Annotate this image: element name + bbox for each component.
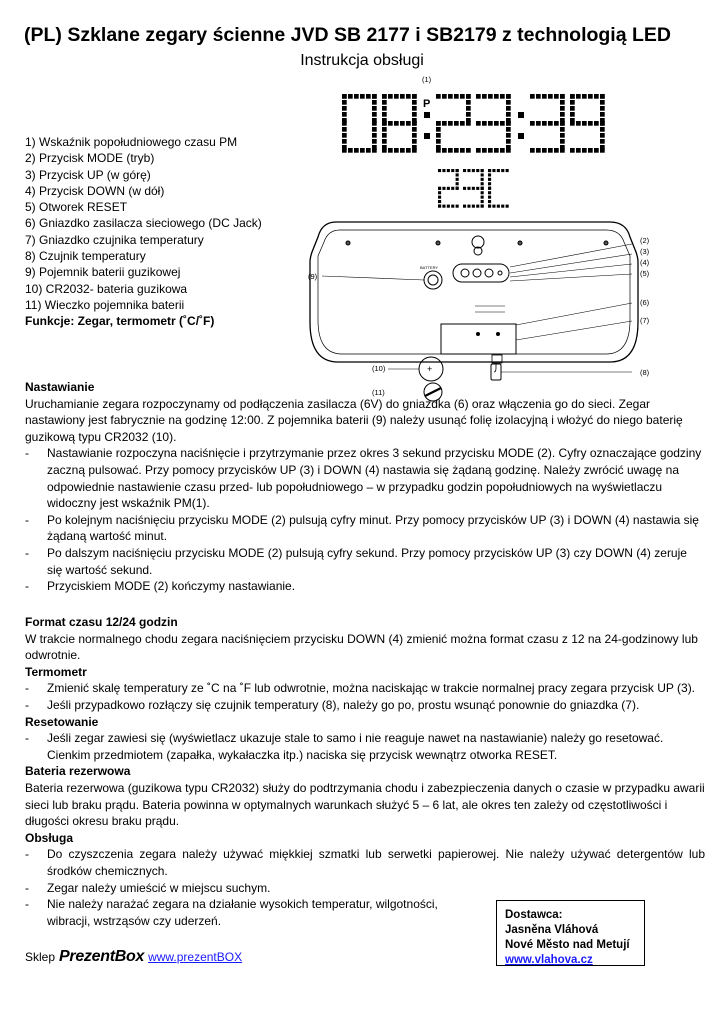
led-dot [448, 148, 453, 153]
led-dot [481, 200, 484, 203]
led-dot [342, 112, 347, 117]
led-dot [506, 112, 511, 117]
led-dot [360, 148, 365, 153]
led-dot [467, 205, 470, 208]
led-dot [466, 148, 471, 153]
led-dot [501, 169, 504, 172]
parts-item: 5) Otworek RESET [25, 200, 128, 215]
clock-diagram [300, 72, 660, 402]
led-dot [372, 139, 377, 144]
parts-item: 2) Przycisk MODE (tryb) [25, 151, 155, 166]
led-dot [456, 182, 459, 185]
led-dot [506, 205, 509, 208]
led-dot [372, 100, 377, 105]
led-dot [466, 112, 471, 117]
led-dot [342, 94, 347, 99]
led-dot [536, 148, 541, 153]
callout-8: (8) [640, 368, 650, 377]
led-dot [412, 112, 417, 117]
led-dot [454, 94, 459, 99]
led-dot [451, 205, 454, 208]
led-dot [488, 187, 491, 190]
setup-step: - Nastawianie rozpoczyna naciśnięcie i przytrzymanie przez okres 3 sekund przycisku MODE (2). Cyfry oznaczające godziny zaczną pulsować. Przy pomocy przycisków UP (3) i DOWN (4) nastawia się żądaną godzinę. Należy zwrócić uwagę na odpowiednie nastawienie czasu przed- lub popołudniowego – w przypadku godzin popołudniowych na wyświetlaczu widoczny jest wskaźnik PM(1). [25, 445, 705, 511]
led-dot [442, 148, 447, 153]
led-dot [492, 205, 495, 208]
led-dot [382, 106, 387, 111]
svg-text:BATTERY: BATTERY [420, 265, 439, 270]
led-dot [412, 148, 417, 153]
led-dot [342, 106, 347, 111]
led-dot [554, 148, 559, 153]
led-dot [342, 100, 347, 105]
led-dot [342, 118, 347, 123]
led-dot [576, 148, 581, 153]
led-dot [570, 100, 575, 105]
led-dot [438, 191, 441, 194]
led-dot [560, 112, 565, 117]
led-dot [488, 205, 491, 208]
callout-4: (4) [640, 258, 650, 267]
led-dot [476, 205, 479, 208]
led-dot [548, 121, 553, 126]
led-dot [348, 148, 353, 153]
led-dot [600, 133, 605, 138]
led-dot [506, 121, 511, 126]
led-dot [436, 127, 441, 132]
led-dot [588, 94, 593, 99]
led-dot [481, 169, 484, 172]
led-dot [494, 94, 499, 99]
setup-heading: Nastawianie [25, 380, 95, 394]
setup-section [25, 379, 705, 595]
parts-item: 8) Czujnik temperatury [25, 249, 146, 264]
led-dot [582, 94, 587, 99]
led-dot [463, 205, 466, 208]
led-dot [600, 139, 605, 144]
led-dot [476, 169, 479, 172]
led-dot [412, 121, 417, 126]
led-dot [406, 148, 411, 153]
parts-item: 4) Przycisk DOWN (w dół) [25, 183, 165, 198]
led-dot [482, 121, 487, 126]
led-dot [342, 139, 347, 144]
led-dot [488, 121, 493, 126]
callout-6: (6) [640, 298, 650, 307]
led-dot [442, 121, 447, 126]
led-dot [506, 148, 511, 153]
led-dot [530, 148, 535, 153]
led-dot [394, 148, 399, 153]
led-dot [456, 173, 459, 176]
led-dot [506, 127, 511, 132]
led-dot [412, 133, 417, 138]
led-dot [394, 94, 399, 99]
led-dot [488, 178, 491, 181]
callout-3: (3) [640, 247, 650, 256]
led-dot [466, 100, 471, 105]
led-dot [600, 127, 605, 132]
led-dot [481, 196, 484, 199]
led-dot [460, 121, 465, 126]
led-dot [476, 187, 479, 190]
led-dot [594, 94, 599, 99]
led-dot [542, 148, 547, 153]
prezentbox-logo: PrezentBox [59, 948, 145, 965]
led-dot [506, 94, 511, 99]
supplier-link[interactable]: www.vlahova.cz [505, 954, 593, 966]
led-dot [588, 148, 593, 153]
led-dot [451, 187, 454, 190]
led-dot [442, 205, 445, 208]
led-dot [530, 121, 535, 126]
pm-indicator: P [423, 98, 431, 110]
setup-step: - Po kolejnym naciśnięciu przycisku MODE (2) pulsują cyfry minut. Przy pomocy przycisków UP (3) i DOWN (4) nastawia się żądaną wartość minut. [25, 512, 705, 545]
svg-text:+: + [427, 364, 433, 374]
led-dot [400, 94, 405, 99]
led-dot [456, 205, 459, 208]
led-dot [488, 200, 491, 203]
led-dot [488, 94, 493, 99]
led-dot [412, 139, 417, 144]
led-dot [481, 205, 484, 208]
led-dot [406, 121, 411, 126]
led-dot [472, 187, 475, 190]
led-dot [488, 182, 491, 185]
care-item: - Nie należy narażać zegara na działanie wysokich temperatur, wilgotności, wibracji, wstrząsów czy uderzeń. [25, 896, 477, 929]
led-dot [456, 169, 459, 172]
led-dot [576, 94, 581, 99]
led-dot [488, 169, 491, 172]
led-dot [438, 200, 441, 203]
led-dot [448, 94, 453, 99]
callout-7: (7) [640, 316, 650, 325]
led-dot [438, 205, 441, 208]
led-dot [388, 94, 393, 99]
care-item: - Zegar należy umieścić w miejscu suchym. [25, 880, 705, 897]
led-dot [436, 139, 441, 144]
led-dot [542, 94, 547, 99]
led-dot [412, 106, 417, 111]
led-dot [588, 121, 593, 126]
led-dot [481, 173, 484, 176]
led-dot [600, 106, 605, 111]
setup-intro: Uruchamianie zegara rozpoczynamy od podłączenia zasilacza (6V) do gniazdka (6) oraz włączenia go do sieci. Zegar nastawiony jest fabrycznie na godzinę 12:00. Z pojemnika baterii (9) należy usunąć folię izolacyjną i włożyć do niego baterię guzikową typu CR2032 (10). [25, 396, 683, 444]
led-dot [436, 94, 441, 99]
led-dot [482, 148, 487, 153]
led-dot [494, 148, 499, 153]
led-dot [466, 106, 471, 111]
reset-item: - Jeśli zegar zawiesi się (wyświetlacz ukazuje stale to samo i nie reaguje nawet na nastawianie) należy go resetować. Cienkim przedmiotem (zapałka, wykałaczka itp.) naciska się przycisk wewnątrz otworka RESET. [25, 730, 705, 763]
led-dot [436, 148, 441, 153]
led-dot [372, 121, 377, 126]
led-dot [536, 121, 541, 126]
led-dot [372, 148, 377, 153]
format-section [25, 614, 705, 929]
led-dot [506, 100, 511, 105]
led-dot [466, 94, 471, 99]
led-dot [506, 133, 511, 138]
setup-step: - Po dalszym naciśnięciu przycisku MODE (2) pulsują cyfry sekund. Przy pomocy przycisków UP (3) czy DOWN (4) zeruje się wartość sekund. [25, 545, 705, 578]
led-dot [560, 121, 565, 126]
led-dot [382, 127, 387, 132]
led-dot [442, 169, 445, 172]
led-dot [382, 145, 387, 150]
led-dot [476, 121, 481, 126]
led-dot [488, 173, 491, 176]
led-dot [382, 139, 387, 144]
led-dot [438, 169, 441, 172]
led-temperature-display [438, 169, 509, 208]
led-dot [348, 94, 353, 99]
led-colon-dot [424, 112, 430, 118]
led-dot [481, 178, 484, 181]
led-dot [382, 94, 387, 99]
led-dot [394, 121, 399, 126]
led-dot [570, 121, 575, 126]
led-dot [466, 121, 471, 126]
led-colon-dot [518, 133, 524, 139]
led-dot [497, 205, 500, 208]
led-dot [548, 148, 553, 153]
led-dot [560, 94, 565, 99]
led-dot [436, 133, 441, 138]
led-dot [467, 169, 470, 172]
led-dot [560, 100, 565, 105]
led-dot [560, 133, 565, 138]
led-dot [436, 121, 441, 126]
led-dot [492, 169, 495, 172]
led-dot [382, 112, 387, 117]
thermo-heading: Termometr [25, 664, 87, 679]
led-dot [600, 94, 605, 99]
led-dot [447, 187, 450, 190]
care-item: - Do czyszczenia zegara należy używać miękkiej szmatki lub serwetki papierowej. Nie należy używać detergentów lub środków chemicznych. [25, 846, 705, 879]
callout-10: (10) [372, 364, 386, 373]
led-dot [506, 106, 511, 111]
parts-item: 9) Pojemnik baterii guzikowej [25, 265, 181, 280]
callout-1: (1) [422, 75, 432, 84]
parts-list [25, 134, 262, 330]
led-dot [500, 121, 505, 126]
led-dot [388, 148, 393, 153]
led-dot [600, 100, 605, 105]
led-dot [500, 148, 505, 153]
led-dot [460, 94, 465, 99]
led-dot [406, 94, 411, 99]
led-dot [372, 133, 377, 138]
care-heading: Obsługa [25, 830, 74, 845]
led-dot [412, 94, 417, 99]
led-dot [500, 94, 505, 99]
led-dot [576, 121, 581, 126]
led-dot [382, 100, 387, 105]
led-dot [570, 148, 575, 153]
format-text: W trakcie normalnego chodu zegara naciśnięciem przycisku DOWN (4) zmienić można format czasu z 12 na 24-godzinowy lub odwrotnie. [25, 631, 698, 663]
shop-line [25, 948, 242, 966]
reset-heading: Resetowanie [25, 714, 99, 729]
backup-heading: Bateria rezerwowa [25, 764, 131, 779]
parts-item: 10) CR2032- bateria guzikowa [25, 281, 188, 296]
led-dot [467, 187, 470, 190]
led-dot [560, 139, 565, 144]
led-dot [451, 169, 454, 172]
led-dot [582, 121, 587, 126]
led-dot [554, 121, 559, 126]
setup-step: - Przyciskiem MODE (2) kończymy nastawianie. [25, 578, 705, 595]
led-dot [481, 191, 484, 194]
led-dot [360, 94, 365, 99]
led-dot [488, 196, 491, 199]
led-dot [463, 169, 466, 172]
led-dot [542, 121, 547, 126]
led-dot [366, 94, 371, 99]
led-dot [506, 139, 511, 144]
led-dot [460, 148, 465, 153]
led-dot [400, 148, 405, 153]
led-dot [488, 148, 493, 153]
led-dot [481, 182, 484, 185]
led-dot [530, 94, 535, 99]
callout-5: (5) [640, 269, 650, 278]
led-dot [442, 94, 447, 99]
led-dot [442, 187, 445, 190]
led-dot [382, 121, 387, 126]
parts-item: 6) Gniazdko zasilacza sieciowego (DC Jack) [25, 216, 262, 231]
led-colon-dot [518, 112, 524, 118]
supplier-city: Nové Město nad Metují [505, 939, 630, 951]
led-dot [438, 187, 441, 190]
thermo-item: - Zmienić skalę temperatury ze ˚C na ˚F lub odwrotnie, można naciskając w trakcie normalnej pracy zegara przycisk UP (3). [25, 680, 705, 697]
led-dot [476, 148, 481, 153]
led-dot [456, 178, 459, 181]
led-dot [342, 127, 347, 132]
led-dot [600, 121, 605, 126]
shop-label: Sklep [25, 950, 56, 964]
led-dot [366, 148, 371, 153]
supplier-label: Dostawca: [505, 909, 563, 921]
led-dot [554, 94, 559, 99]
led-dot [454, 121, 459, 126]
led-dot [560, 127, 565, 132]
supplier-name: Jasněna Vláhová [505, 924, 599, 936]
led-dot [548, 94, 553, 99]
led-dot [472, 205, 475, 208]
callout-9: (9) [308, 272, 318, 281]
supplier-box [496, 900, 645, 966]
led-dot [594, 121, 599, 126]
led-dot [342, 145, 347, 150]
led-dot [600, 112, 605, 117]
thermo-item: - Jeśli przypadkowo rozłączy się czujnik temperatury (8), należy go po, prostu wsunąć ponownie do gniazdka (7). [25, 697, 705, 714]
led-dot [447, 205, 450, 208]
led-dot [570, 112, 575, 117]
led-dot [412, 127, 417, 132]
parts-item: 7) Gniazdko czujnika temperatury [25, 232, 204, 247]
led-dot [463, 187, 466, 190]
shop-link[interactable]: www.prezentBOX [148, 950, 243, 964]
led-dot [497, 169, 500, 172]
led-dot [594, 148, 599, 153]
parts-item: 3) Przycisk UP (w górę) [25, 167, 151, 182]
led-dot [560, 106, 565, 111]
functions-line: Funkcje: Zegar, termometr (˚C/˚F) [25, 314, 215, 329]
led-dot [412, 100, 417, 105]
led-dot [372, 94, 377, 99]
parts-item: 1) Wskaźnik popołudniowego czasu PM [25, 135, 238, 149]
led-dot [388, 121, 393, 126]
led-dot [560, 148, 565, 153]
led-dot [456, 187, 459, 190]
format-heading: Format czasu 12/24 godzin [25, 615, 178, 629]
parts-item: 11) Wieczko pojemnika baterii [25, 297, 185, 312]
callout-2: (2) [640, 236, 650, 245]
clock-back [310, 222, 638, 401]
led-dot [506, 169, 509, 172]
led-dot [372, 106, 377, 111]
led-dot [536, 94, 541, 99]
led-dot [488, 191, 491, 194]
led-dot [481, 187, 484, 190]
led-dot [447, 169, 450, 172]
led-dot [570, 94, 575, 99]
led-dot [382, 133, 387, 138]
led-dot [438, 196, 441, 199]
led-dot [600, 148, 605, 153]
led-dot [494, 121, 499, 126]
led-dot [501, 205, 504, 208]
led-dot [354, 148, 359, 153]
led-dot [372, 127, 377, 132]
document-subtitle: Instrukcja obsługi [300, 52, 424, 69]
led-dot [342, 133, 347, 138]
led-dot [570, 106, 575, 111]
led-dot [582, 148, 587, 153]
backup-text: Bateria rezerwowa (guzikowa typu CR2032) służy do podtrzymania chodu i zabezpieczenia danych o czasie w przypadku awarii sieci lub braku prądu. Bateria powinna w optymalnych warunkach służyć 5 – 6 lat, ale okres ten zależy od częstotliwości i długości okresu braku prądu. [25, 780, 705, 829]
led-colon-dot [424, 133, 430, 139]
led-dot [454, 148, 459, 153]
led-dot [354, 94, 359, 99]
callout-11: (11) [372, 388, 385, 397]
led-dot [472, 169, 475, 172]
led-time-display [342, 94, 605, 153]
led-dot [482, 94, 487, 99]
led-dot [372, 112, 377, 117]
led-dot [448, 121, 453, 126]
document-title: (PL) Szklane zegary ścienne JVD SB 2177 i SB2179 z technologią LED [24, 24, 671, 46]
led-dot [476, 94, 481, 99]
led-dot [400, 121, 405, 126]
